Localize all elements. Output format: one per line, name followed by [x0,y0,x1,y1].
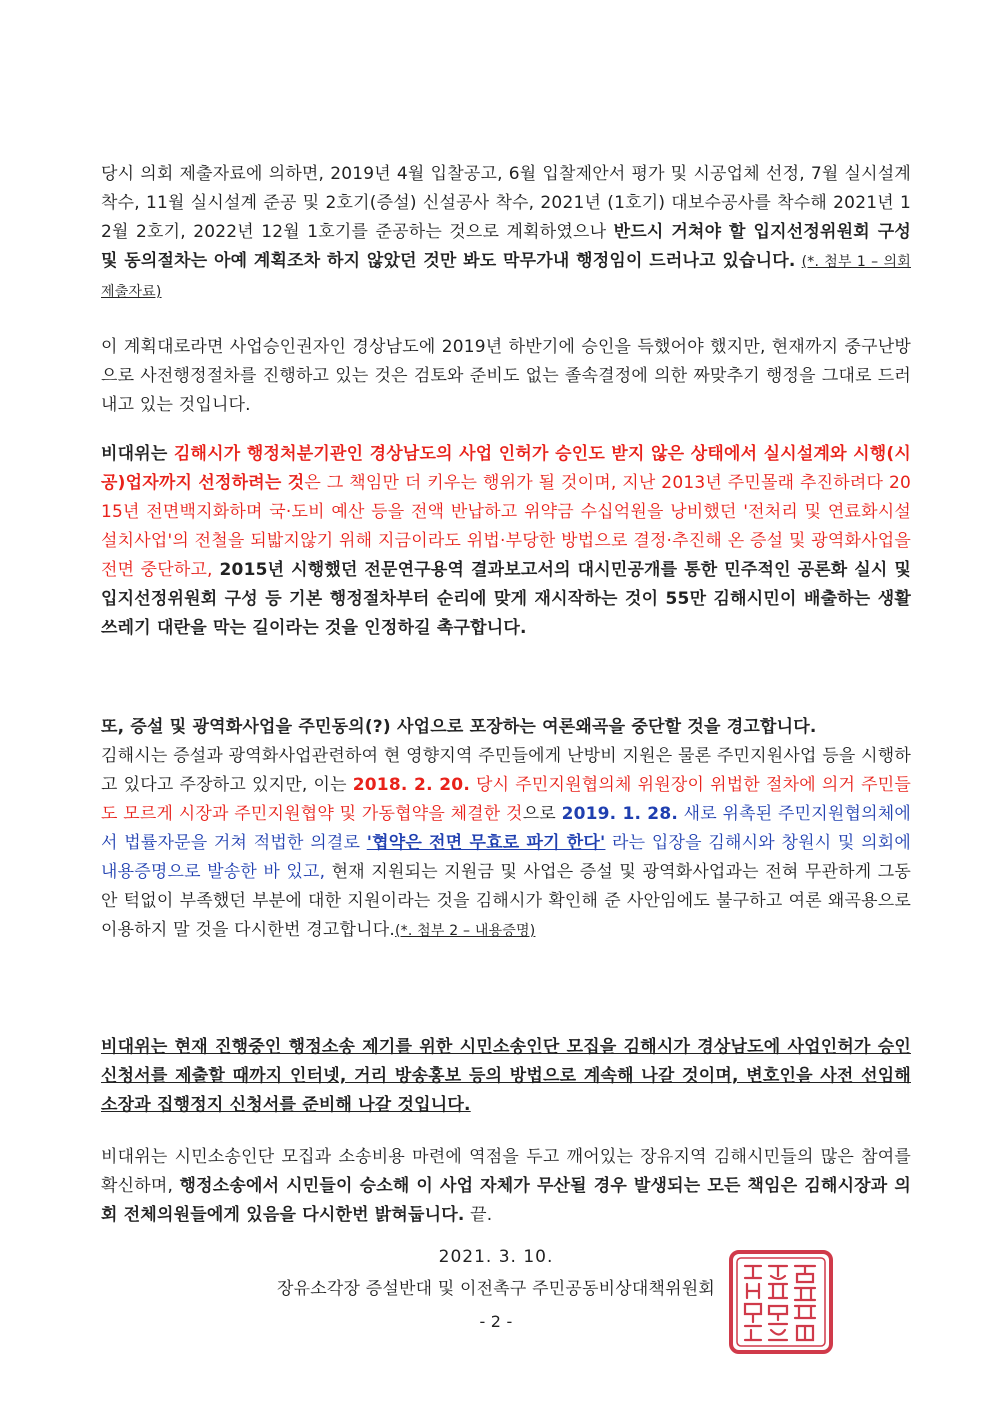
p3-red-text: 은 그 책임만 더 키우는 행위가 될 것이며, 지난 2013년 주민몰래 추진하려다 2015년 전면백지화하며 국·도비 예산 등을 전액 반납하고 위약금 수십억원을 낭비했던 '전처리 및 연료화시설 설치사업'의 전철을 되밟지않기 위해 지금이라도 위법·부당한 방법으로 결정·추진해 온 증설 및 광역화사업을 전면 중단하고, [101,473,911,580]
p1-text: 당시 의회 제출자료에 의하면, 2019년 4월 입찰공고, 6월 입찰제안서 평가 및 시공업체 선정, 7월 실시설계 착수, 11월 실시설계 준공 및 2호기(증설) 신설공사 착수, 2021년 (1호기) 대보수공사를 착수해 2021년 12월 2호기, 2022년 12월 1호기를 준공하는 것으로 계획하였으나 [101,164,911,242]
p3-red-bold: 김해시가 행정처분기관인 경상남도의 사업 인허가 승인도 받지 않은 상태에서 실시설계와 시행(시공)업자까지 선정하려는 것 [101,444,911,493]
p6-text: 비대위는 시민소송인단 모집과 소송비용 마련에 역점을 두고 깨어있는 장유지역 김해시민들의 많은 참여를 확신하며, [101,1147,911,1196]
p4-text-i: 현재 지원되는 지원금 및 사업은 증설 및 광역화사업과는 전혀 무관하게 그동안 턱없이 부족했던 부분에 대한 지원이라는 것을 김해시가 확인해 준 사안임에도 불구하고 여론 왜곡용으로 이용하지 말 것을 다시한번 경고합니다. [101,862,911,940]
p4-date-2: 2019. 1. 28. [561,804,679,824]
paragraph-lawsuit: 비대위는 현재 진행중인 행정소송 제기를 위한 시민소송인단 모집을 김해시가 경상남도에 사업인허가 승인신청서를 제출할 때까지 인터넷, 거리 방송홍보 등의 방법으로 계속해 나갈 것이며, 변호인을 사전 선임해 소장과 집행정지 신청서를 준비해 나갈 것입니다. [101,1037,911,1115]
attachment-note-1: (*. 첨부 1 – 의회 제출자료) [101,254,911,300]
p4-heading: 또, 증설 및 광역화사업을 주민동의(?) 사업으로 포장하는 여론왜곡을 중단할 것을 경고합니다. [101,717,817,737]
p4-red-text: 당시 주민지원협의체 위원장이 위법한 절차에 의거 주민들도 모르게 시장과 주민지원협약 및 가동협약을 체결한 것 [101,775,911,824]
paragraph-warning [101,713,911,946]
p4-text-d: 으로 [522,804,562,824]
organization-name: 장유소각장 증설반대 및 이전촉구 주민공동비상대책위원회 [277,1279,715,1299]
p6-end: 끝. [464,1205,493,1225]
p6-bold-text: 행정소송에서 시민들이 승소해 이 사업 자체가 무산될 경우 발생되는 모든 책임은 김해시장과 의회 전체의원들에게 있음을 다시한번 밝혀둡니다. [101,1176,911,1225]
attachment-note-2: (*. 첨부 2 – 내용증명) [394,923,536,939]
paragraph-plan-schedule [101,160,911,307]
p3-lead: 비대위는 [101,444,174,464]
official-seal-stamp-icon [725,1246,837,1358]
p1-bold-text: 반드시 거쳐야 할 입지선정위원회 구성 및 동의절차는 아예 계획조차 하지 않았던 것만 봐도 막무가내 행정임이 드러나고 있습니다. [101,222,911,271]
p4-date-1: 2018. 2. 20. [352,775,470,795]
page-number: - 2 - [479,1312,513,1331]
p3-bold-text: 2015년 시행했던 전문연구용역 결과보고서의 대시민공개를 통한 민주적인 공론화 실시 및 입지선정위원회 구성 등 기본 행정절차부터 순리에 맞게 재시작하는 것이 55만 김해시민이 배출하는 생활쓰레기 대란을 막는 길이라는 것을 인정하길 촉구합니다. [101,560,911,638]
p4-quote: '협약은 전면 무효로 파기 한다' [366,833,606,853]
paragraph-approval: 이 계획대로라면 사업승인권자인 경상남도에 2019년 하반기에 승인을 득했어야 했지만, 현재까지 중구난방으로 사전행정절차를 진행하고 있는 것은 검토와 준비도 없는 졸속결정에 의한 짜맞추기 행정을 그대로 드러내고 있는 것입니다. [101,337,911,415]
p4-text-a: 김해시는 증설과 광역화사업관련하여 현 영향지역 주민들에게 난방비 지원은 물론 주민지원사업 등을 시행하고 있다고 주장하고 있지만, 이는 [101,746,911,795]
document-date: 2021. 3. 10. [438,1247,554,1267]
p4-blue-text: 새로 위촉된 주민지원협의체에서 법률자문을 거쳐 적법한 의결로 [101,804,911,853]
paragraph-closing [101,1143,911,1230]
p4-blue-text-2: 라는 입장을 김해시와 창원시 및 의회에 내용증명으로 발송한 바 있고, [101,833,912,882]
paragraph-demand [101,440,911,643]
